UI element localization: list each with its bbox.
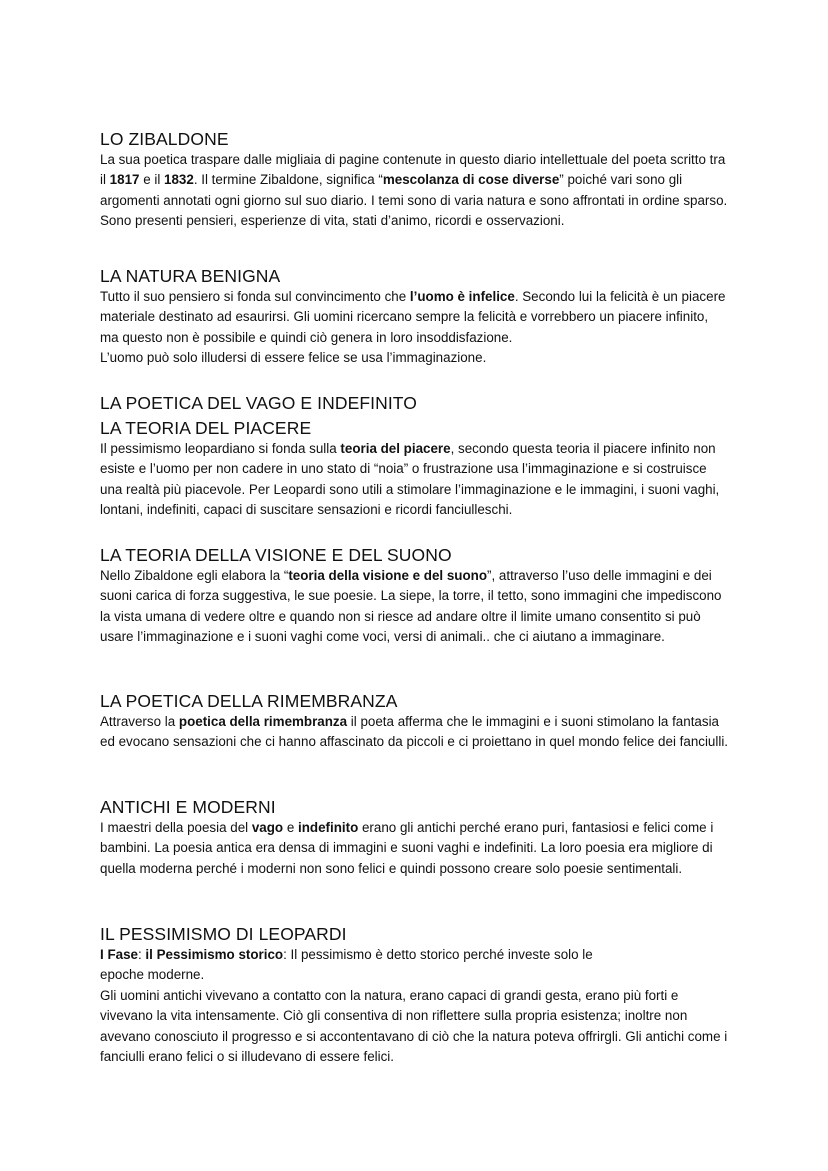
heading-zibaldone: LO ZIBALDONE — [100, 129, 229, 149]
paragraph-antichi-moderni — [100, 818, 730, 879]
heading-teoria-piacere: LA TEORIA DEL PIACERE — [100, 418, 312, 438]
bold-uomo-infelice: l’uomo è infelice — [409, 289, 515, 304]
text: : Il pessimismo è detto storico perché investe solo le — [283, 947, 593, 962]
text: Nello Zibaldone egli elabora la “ — [100, 568, 289, 583]
bold-pessimismo-storico: il Pessimismo storico — [145, 947, 284, 962]
text: il poeta afferma che le immagini e i suoni stimolano la fantasia ed evocano sensazioni che ci hanno affascinato da piccoli e ci proiettano in quel mondo felice dei fanciulli. — [100, 714, 729, 750]
bold-mescolanza: mescolanza di cose diverse — [382, 172, 560, 188]
paragraph-pessimismo-antichi: Gli uomini antichi vivevano a contatto con la natura, erano capaci di grandi gesta, erano più forti e vivevano la vita intensamente. Ciò gli consentiva di non riflettere sulla propria esistenza; inoltre non avevano conosciuto il progresso e si accontentavano di ciò che la natura poteva offrirgli. Gli antichi come i fanciulli erano felici o si illudevano di essere felici. — [100, 987, 728, 1065]
section-zibaldone — [100, 128, 730, 232]
heading-pessimismo: IL PESSIMISMO DI LEOPARDI — [100, 924, 347, 944]
section-antichi-moderni — [100, 796, 730, 879]
paragraph-pessimismo-fase — [100, 945, 730, 965]
paragraph-rimembranza — [100, 712, 730, 753]
bold-teoria-visione: teoria della visione e del suono — [288, 568, 488, 583]
paragraph-teoria-piacere — [100, 439, 730, 521]
paragraph-visione-suono — [100, 566, 730, 648]
bold-year-1832: 1832 — [164, 172, 194, 188]
bold-i-fase: I Fase — [100, 947, 138, 962]
heading-rimembranza: LA POETICA DELLA RIMEMBRANZA — [100, 691, 398, 711]
section-natura-benigna — [100, 265, 730, 369]
text: ”, attraverso l’uso delle immagini e dei suoni carica di forza suggestiva, le sue poesie. La siepe, la torre, il tetto, sono immagini che impediscono la vista umana di vedere oltre e quando non si riesce ad andare oltre il limite umano consentito si può usare l’immaginazione e i suoni vaghi come voci, versi di animali.. che ci aiutano a immaginare. — [100, 568, 722, 645]
text: : — [137, 947, 146, 962]
heading-visione-suono: LA TEORIA DELLA VISIONE E DEL SUONO — [100, 545, 452, 565]
text: Il pessimismo leopardiano si fonda sulla — [100, 441, 341, 456]
paragraph-pessimismo-epoche: epoche moderne. — [100, 967, 205, 983]
bold-vago: vago — [251, 820, 284, 835]
text: I maestri della poesia del — [100, 820, 252, 835]
section-pessimismo — [100, 923, 730, 1067]
text: ” poiché vari sono gli argomenti annotati ogni giorno sul suo diario. I temi sono di varia natura e sono affrontati in ordine sparso. Sono presenti pensieri, esperienze di vita, stati d’animo, ricordi e osservazioni. — [100, 172, 728, 229]
text: La sua poetica traspare dalle migliaia di pagine contenute in questo diario intellettuale del poeta scritto tra il — [100, 152, 726, 188]
paragraph-natura-benigna-2: L’uomo può solo illudersi di essere felice se usa l’immaginazione. — [100, 350, 487, 366]
text: . Secondo lui la felicità è un piacere materiale destinato ad esaurirsi. Gli uomini ricercano sempre la felicità e vorrebbero un piacere infinito, ma questo non è possibile e quindi ciò genera in loro insoddisfazione. — [100, 289, 726, 345]
text: erano gli antichi perché erano puri, fantasiosi e felici come i bambini. La poesia antica era densa di immagini e suoni vaghi e indefiniti. La loro poesia era migliore di quella moderna perché i moderni non sono felici e quindi possono creare solo poesie sentimentali. — [100, 820, 714, 876]
bold-teoria-piacere: teoria del piacere — [340, 441, 451, 456]
section-vago-indefinito — [100, 392, 730, 521]
bold-indefinito: indefinito — [298, 820, 359, 835]
section-rimembranza — [100, 690, 730, 753]
text: Attraverso la — [100, 714, 179, 729]
text: Tutto il suo pensiero si fonda sul convincimento che — [100, 289, 410, 304]
text: e — [283, 820, 298, 835]
heading-vago-indefinito: LA POETICA DEL VAGO E INDEFINITO — [100, 393, 417, 413]
text: e il — [139, 172, 165, 188]
section-visione-suono — [100, 544, 730, 648]
bold-poetica-rimembranza: poetica della rimembranza — [178, 714, 348, 729]
heading-antichi-moderni: ANTICHI E MODERNI — [100, 797, 276, 817]
paragraph-zibaldone — [100, 150, 730, 232]
paragraph-natura-benigna — [100, 287, 730, 348]
text: , secondo questa teoria il piacere infinito non esiste e l’uomo per non cadere in uno stato di “noia” o frustrazione usa l’immaginazione e si costruisce una realtà più piacevole. Per Leopardi sono utili a stimolare l’immaginazione e le immagini, i suoni vaghi, lontani, indefiniti, capaci di suscitare sensazioni e ricordi fanciulleschi. — [100, 441, 720, 518]
bold-year-1817: 1817 — [109, 172, 140, 188]
text: . Il termine Zibaldone, significa “ — [193, 172, 383, 188]
heading-natura-benigna: LA NATURA BENIGNA — [100, 266, 281, 286]
